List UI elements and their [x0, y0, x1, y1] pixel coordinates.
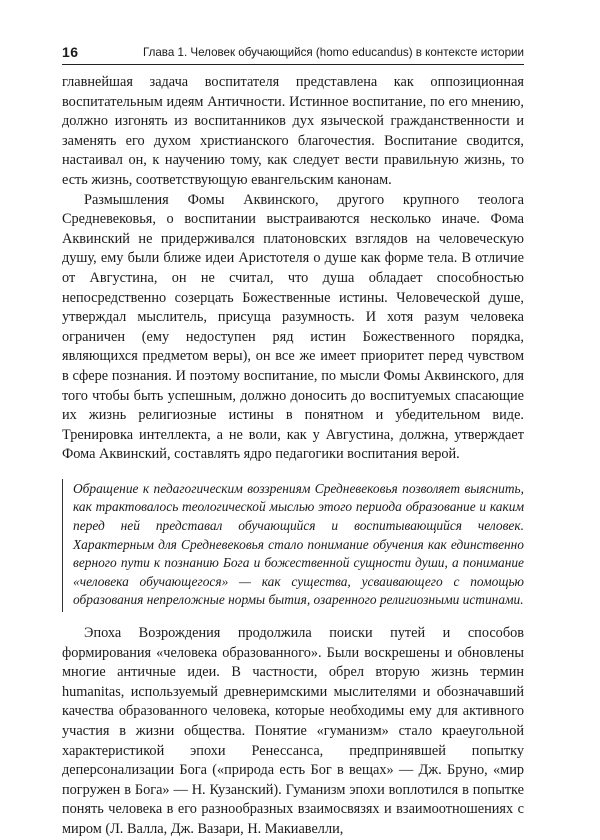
- running-head: Глава 1. Человек обучающийся (homo educandus) в контексте истории: [142, 46, 524, 59]
- page-number: 16: [62, 44, 79, 60]
- paragraph-1: главнейшая задача воспитателя представлена как оппозиционная воспитательным идеям Античности. Истинное воспитание, по его мнению, должно изгонять из воспитанников дух языческой гражданственности и заменять его духом христианского благочестия. Воспитание сводится, настаивал он, к научению тому, как следует вести правильную жизнь, то есть жизнь, соответствующую евангельским канонам.: [62, 74, 524, 188]
- summary-callout: [62, 479, 524, 612]
- body-text: [62, 73, 524, 840]
- page-header: [62, 44, 524, 65]
- callout-text: Обращение к педагогическим воззрениям Средневековья позволяет выяснить, как трактовалось теологической мыслью этого периода образование и каким перед ней представал обучающийся и воспитывающийся человек. Характерным для Средневековья стало понимание обучения как единственно верного пути к познанию Бога и божественной сущности души, а понимание «человека обучающегося» — как существа, усваивающего с помощью образования непреложные нормы бытия, озаренного религиозными истинами.: [73, 480, 524, 608]
- paragraph-2: Размышления Фомы Аквинского, другого крупного теолога Средневековья, о воспитании выстраиваются несколько иначе. Фома Аквинский не придерживался платоновских взглядов на человеческую душу, ему были ближе идеи Аристотеля о душе как форме тела. В отличие от Августина, он не считал, что душа обладает способностью непосредственно созерцать Божественные истины. Человеческой душе, утверждал мыслитель, присуща разумность. И хотя разум человека ограничен (ему недоступен ряд истин Божественного порядка, являющихся предметом веры), он все же имеет приоритет перед чувством в сфере познания. И поэтому воспитание, по мысли Фомы Аквинского, для того чтобы быть успешным, должно доносить до воспитуемых спасающие их жизнь религиозные истины в понятном и убедительном виде. Тренировка интеллекта, а не воли, как у Августина, должна, утверждает Фома Аквинский, составлять ядро педагогики воспитания верой.: [62, 191, 524, 463]
- paragraph-3: Эпоха Возрождения продолжила поиски путей и способов формирования «человека образованного». Были воскрешены и обновлены многие античные идеи. В частности, обрел вторую жизнь термин humanitas, используемый древнеримскими мыслителями и обозначавший качества образованного человека, которые необходимы ему для активного участия в жизни общества. Понятие «гуманизм» стало краеугольной характеристикой эпохи Ренессанса, предпринявшей попытку деперсонализации Бога («природа есть Бог в вещах» — Дж. Бруно, «мир погружен в Бога» — Н. Кузанский). Гуманизм эпохи воплотился в попытке понять человека в его разнообразных взаимосвязях и взаимоотношениях с миром (Л. Валла, Дж. Вазари, Н. Макиавелли,: [62, 625, 524, 837]
